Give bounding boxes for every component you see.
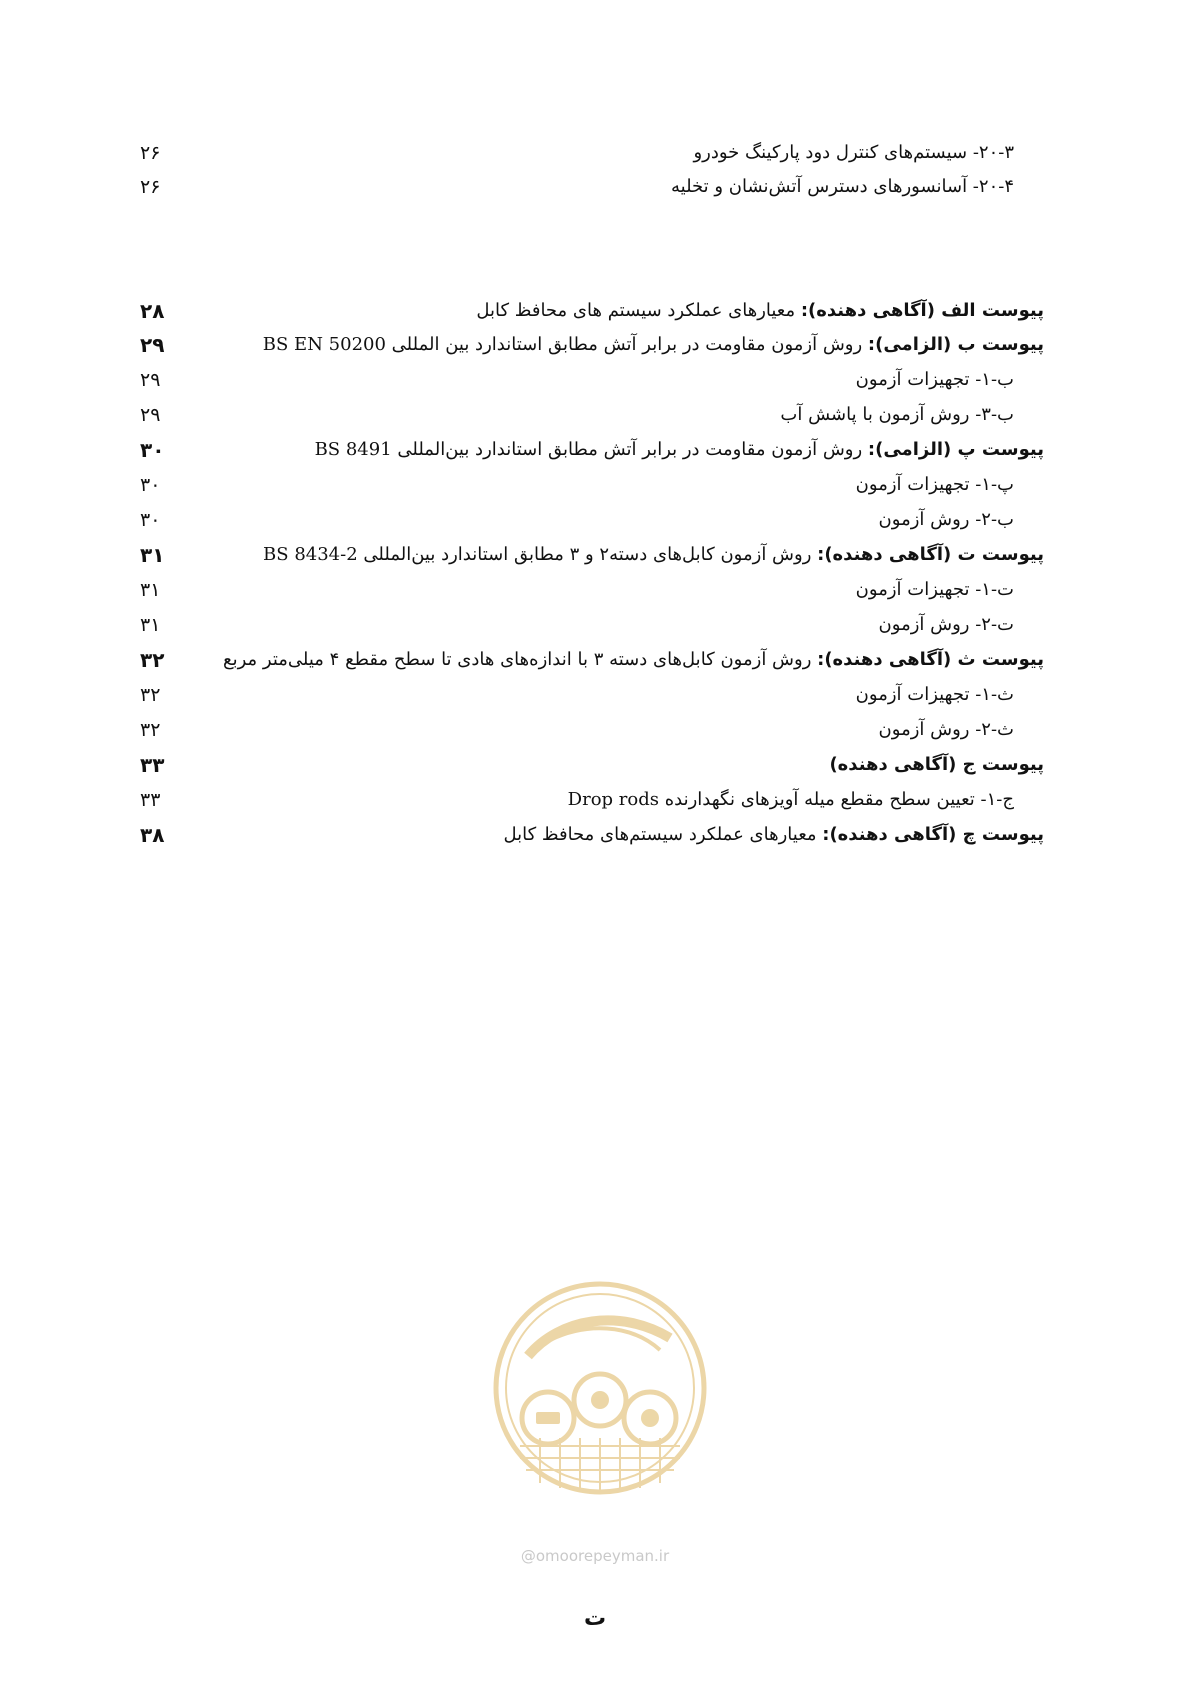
toc-entry-text: روش آزمون کابل‌های دسته ۳ با اندازه‌های هادی تا سطح مقطع ۴ میلی‌متر مربع xyxy=(223,649,818,670)
toc-entry-title xyxy=(693,138,1014,168)
toc-appendix-entry xyxy=(0,296,1191,326)
toc-entry xyxy=(0,470,1191,500)
toc-entry xyxy=(0,575,1191,605)
toc-appendix-entry xyxy=(0,645,1191,675)
toc-entry xyxy=(0,138,1191,168)
toc-entry-title xyxy=(263,330,1044,360)
toc-entry-title xyxy=(879,610,1014,640)
watermark-url: @omoorepeyman.ir xyxy=(520,1547,670,1565)
toc-page-number: ۲۹ xyxy=(140,404,161,426)
toc-entry-title xyxy=(476,296,1044,326)
toc-page-number: ۳۱ xyxy=(140,614,161,636)
toc-entry-text: ۲۰-۴- آسانسورهای دسترس آتش‌نشان و تخلیه xyxy=(670,176,1014,197)
toc-appendix-entry xyxy=(0,540,1191,570)
toc-entry-text: ب-۱- تجهیزات آزمون xyxy=(855,369,1014,390)
toc-page-number: ۳۸ xyxy=(140,823,165,847)
toc-entry-text: ب-۳- روش آزمون با پاشش آب xyxy=(780,404,1014,425)
appendix-label: پیوست ت (آگاهی دهنده): xyxy=(817,544,1044,565)
toc-entry xyxy=(0,172,1191,202)
toc-entry-text: ث-۱- تجهیزات آزمون xyxy=(855,684,1014,705)
toc-appendix-entry xyxy=(0,820,1191,850)
toc-page-number: ۳۰ xyxy=(140,438,165,462)
toc-page-number: ۳۲ xyxy=(140,719,161,741)
toc-entry xyxy=(0,680,1191,710)
toc-entry-title xyxy=(315,435,1044,465)
appendix-label: پیوست ث (آگاهی دهنده): xyxy=(817,649,1044,670)
toc-entry-title xyxy=(223,645,1044,675)
toc-entry-title xyxy=(780,400,1014,430)
appendix-label: پیوست چ (آگاهی دهنده): xyxy=(822,824,1044,845)
toc-entry-text: ث-۲- روش آزمون xyxy=(878,719,1014,740)
toc-entry-title xyxy=(879,715,1014,745)
toc-entry-text: پ-۱- تجهیزات آزمون xyxy=(855,474,1014,495)
page-number: ت xyxy=(583,1606,607,1631)
toc-page-number: ۳۰ xyxy=(140,474,161,496)
toc-entry-title xyxy=(879,505,1014,535)
toc-entry xyxy=(0,785,1191,815)
toc-appendix-entry xyxy=(0,435,1191,465)
toc-entry-title xyxy=(856,365,1014,395)
toc-entry xyxy=(0,610,1191,640)
toc-page-number: ۲۹ xyxy=(140,333,165,357)
toc-page-number: ۳۲ xyxy=(140,648,165,672)
toc-entry-text: معیارهای عملکرد سیستم های محافظ کابل xyxy=(476,300,801,321)
toc-entry-title xyxy=(829,750,1044,780)
appendix-label: پیوست ب (الزامی): xyxy=(867,334,1044,355)
toc-entry-title xyxy=(856,470,1014,500)
toc-page-number: ۳۳ xyxy=(140,789,161,811)
toc-page-number: ۳۱ xyxy=(140,543,165,567)
toc-entry xyxy=(0,400,1191,430)
toc-entry-text: ت-۲- روش آزمون xyxy=(878,614,1014,635)
toc-entry-title xyxy=(856,575,1014,605)
toc-entry-title xyxy=(856,680,1014,710)
toc-appendix-entry xyxy=(0,750,1191,780)
toc-appendix-entry xyxy=(0,330,1191,360)
toc-page-number: ۲۶ xyxy=(140,176,161,198)
toc-entry-text: روش آزمون مقاومت در برابر آتش مطابق استاندارد بین‌المللی BS 8491 xyxy=(314,439,868,460)
toc-entry xyxy=(0,365,1191,395)
toc-entry-text: معیارهای عملکرد سیستم‌های محافظ کابل xyxy=(503,824,823,845)
toc-page-number: ۳۱ xyxy=(140,579,161,601)
toc-entry-text: روش آزمون مقاومت در برابر آتش مطابق استاندارد بین المللی BS EN 50200 xyxy=(262,334,868,355)
toc-entry-text: ۲۰-۳- سیستم‌های کنترل دود پارکینگ خودرو xyxy=(693,142,1014,163)
toc-entry-text: ج-۱- تعیین سطح مقطع میله آویزهای نگهدارنده Drop rods xyxy=(567,789,1014,810)
toc-entry xyxy=(0,715,1191,745)
toc-entry-title xyxy=(503,820,1044,850)
watermark-logo xyxy=(490,1278,710,1498)
toc-entry-title xyxy=(568,785,1014,815)
appendix-label: پیوست الف (آگاهی دهنده): xyxy=(800,300,1044,321)
toc-entry-title xyxy=(671,172,1014,202)
appendix-label: پیوست ج (آگاهی دهنده) xyxy=(829,754,1044,775)
toc-entry-title xyxy=(263,540,1044,570)
toc-page-number: ۲۹ xyxy=(140,369,161,391)
toc-entry xyxy=(0,505,1191,535)
toc-entry-text: ت-۱- تجهیزات آزمون xyxy=(855,579,1014,600)
toc-entry-text: ب-۲- روش آزمون xyxy=(878,509,1014,530)
toc-page-number: ۲۶ xyxy=(140,142,161,164)
toc-page-number: ۳۰ xyxy=(140,509,161,531)
toc-page-number: ۳۳ xyxy=(140,753,165,777)
toc-entry-text: روش آزمون کابل‌های دسته۲ و ۳ مطابق استاندارد بین‌المللی BS 8434-2 xyxy=(263,544,818,565)
toc-page-number: ۲۸ xyxy=(140,299,165,323)
appendix-label: پیوست پ (الزامی): xyxy=(867,439,1044,460)
toc-page-number: ۳۲ xyxy=(140,684,161,706)
